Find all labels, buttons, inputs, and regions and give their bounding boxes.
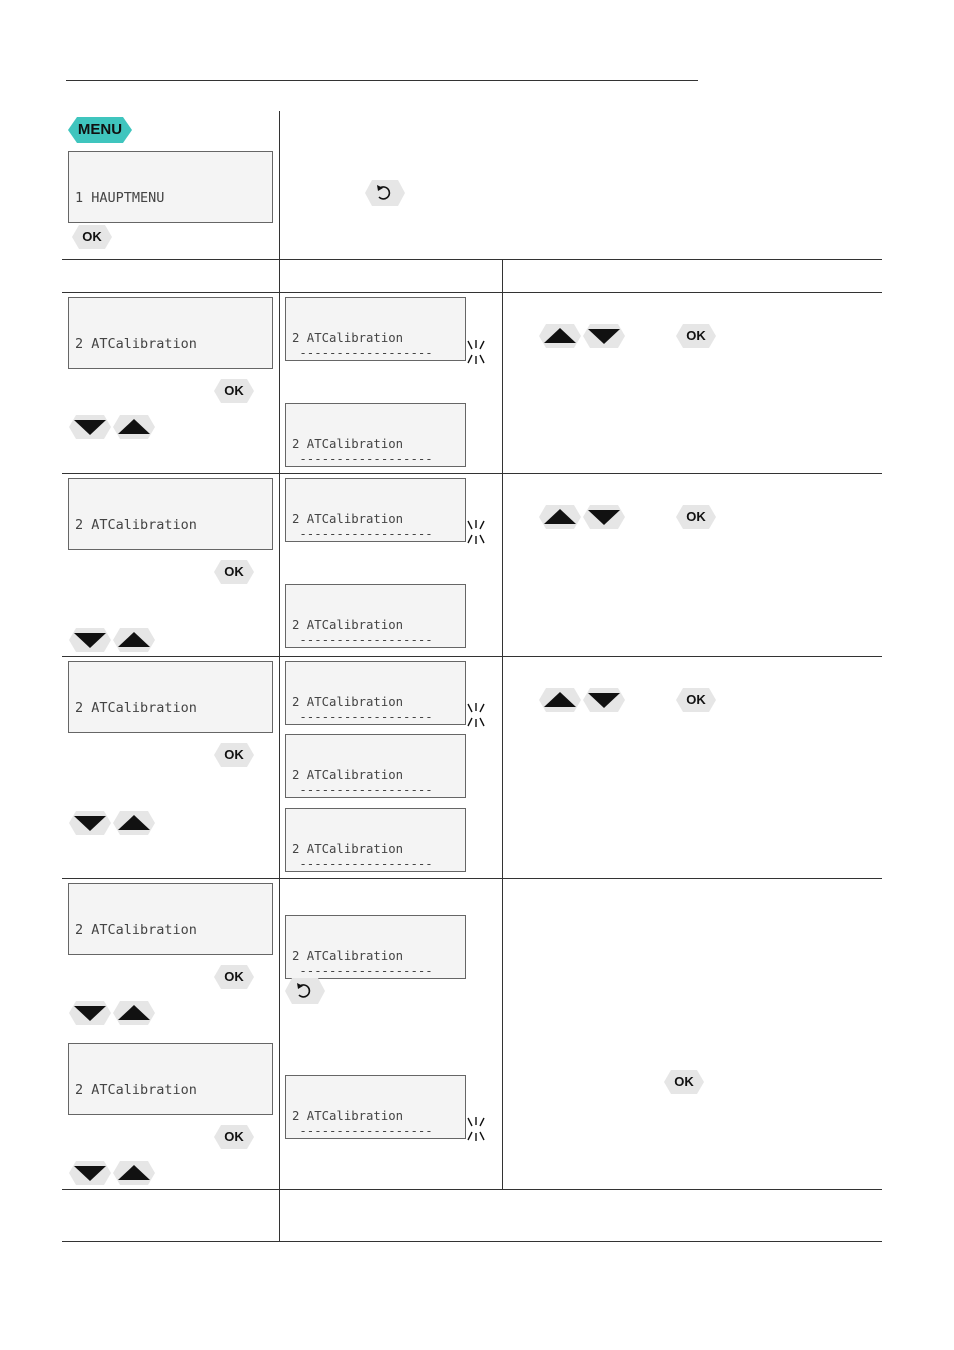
ok-button-label: OK [686, 692, 706, 707]
menu-button-label: MENU [77, 121, 123, 138]
row-divider-6 [62, 1189, 882, 1190]
lcd-calwert-1 [285, 1075, 466, 1139]
arrow-down-button[interactable] [69, 1001, 111, 1025]
ok-button[interactable] [214, 965, 254, 989]
arrow-down-button[interactable] [69, 415, 111, 439]
ok-button[interactable] [214, 560, 254, 584]
blink-icon [464, 519, 488, 545]
lcd-atcal-row1 [68, 297, 273, 369]
lcd-tmpwert-1 [285, 915, 466, 979]
lcd-line: ------------------ [292, 710, 433, 725]
blink-icon [464, 339, 488, 365]
lcd-art-1-punkt [285, 661, 466, 725]
arrow-down-button[interactable] [583, 688, 625, 712]
menu-button[interactable] [68, 117, 132, 143]
arrow-down-button[interactable] [583, 505, 625, 529]
lcd-line: ------------------ [292, 452, 433, 467]
lcd-line: 2 ATCalibration [75, 1081, 197, 1098]
lcd-line: ------------------ [292, 857, 433, 872]
lcd-line: ------------------ [292, 527, 433, 542]
lcd-line: 2 ATCalibration [292, 768, 404, 783]
ok-button[interactable] [72, 225, 112, 249]
ok-button[interactable] [676, 505, 716, 529]
lcd-status-nein [285, 584, 466, 648]
row-divider-1 [62, 259, 882, 260]
row-divider-4 [62, 656, 882, 657]
arrow-up-button[interactable] [539, 324, 581, 348]
ok-button-label: OK [686, 509, 706, 524]
lcd-line: ------------------ [292, 346, 433, 361]
lcd-line: 1 HAUPTMENU [75, 189, 165, 206]
lcd-line: 2 ATCalibration [292, 949, 404, 964]
lcd-line: 2 ATCalibration [75, 335, 197, 352]
lcd-line: ------------------ [292, 783, 433, 798]
ok-button-label: OK [686, 328, 706, 343]
lcd-line: 2 ATCalibration [75, 516, 197, 533]
arrow-down-button[interactable] [69, 1161, 111, 1185]
lcd-line: ------------------ [292, 633, 433, 648]
table-bottom-rule [62, 1241, 882, 1242]
arrow-up-button[interactable] [113, 811, 155, 835]
row-divider-5 [62, 878, 882, 879]
ok-button[interactable] [676, 324, 716, 348]
lcd-line: ------------------ [292, 964, 433, 979]
lcd-line: 2 ATCalibration [75, 921, 197, 938]
lcd-line: 2 ATCalibration [292, 695, 404, 710]
arrow-down-button[interactable] [583, 324, 625, 348]
lcd-hauptmenu [68, 151, 273, 223]
lcd-line: 2 ATCalibration [75, 699, 197, 716]
ok-button[interactable] [214, 743, 254, 767]
arrow-up-button[interactable] [113, 628, 155, 652]
ok-button-label: OK [224, 1129, 244, 1144]
lcd-art-2-punkt [285, 734, 466, 798]
lcd-fuehler-intern [285, 297, 466, 361]
ok-button[interactable] [214, 379, 254, 403]
ok-button-label: OK [224, 747, 244, 762]
row-divider-2 [62, 292, 882, 293]
lcd-line: 2 ATCalibration [292, 512, 404, 527]
ok-button[interactable] [214, 1125, 254, 1149]
back-icon[interactable] [365, 180, 405, 206]
back-icon[interactable] [285, 978, 325, 1004]
ok-button[interactable] [664, 1070, 704, 1094]
arrow-up-button[interactable] [539, 688, 581, 712]
ok-button-label: OK [224, 564, 244, 579]
lcd-fuehler-extern [285, 403, 466, 467]
arrow-up-button[interactable] [113, 1001, 155, 1025]
header-rule [66, 80, 698, 81]
lcd-atcal-row4a [68, 883, 273, 955]
lcd-line: 2 ATCalibration [292, 331, 404, 346]
blink-icon [464, 702, 488, 728]
ok-button[interactable] [676, 688, 716, 712]
lcd-line: 2 ATCalibration [292, 842, 404, 857]
ok-button-label: OK [224, 969, 244, 984]
blink-icon [464, 1116, 488, 1142]
arrow-up-button[interactable] [113, 415, 155, 439]
arrow-down-button[interactable] [69, 628, 111, 652]
column-divider-1 [279, 111, 280, 1242]
lcd-art-3-punkt [285, 808, 466, 872]
lcd-line: 2 ATCalibration [292, 1109, 404, 1124]
lcd-atcal-row2 [68, 478, 273, 550]
arrow-down-button[interactable] [69, 811, 111, 835]
lcd-atcal-row4b [68, 1043, 273, 1115]
lcd-line: ------------------ [292, 1124, 433, 1139]
ok-button-label: OK [674, 1074, 694, 1089]
ok-button-label: OK [224, 383, 244, 398]
arrow-up-button[interactable] [113, 1161, 155, 1185]
lcd-line: 2 ATCalibration [292, 618, 404, 633]
lcd-status-ja [285, 478, 466, 542]
lcd-line: 2 ATCalibration [292, 437, 404, 452]
lcd-atcal-row3 [68, 661, 273, 733]
arrow-up-button[interactable] [539, 505, 581, 529]
ok-button-label: OK [82, 229, 102, 244]
column-divider-2 [502, 260, 503, 1190]
row-divider-3 [62, 473, 882, 474]
